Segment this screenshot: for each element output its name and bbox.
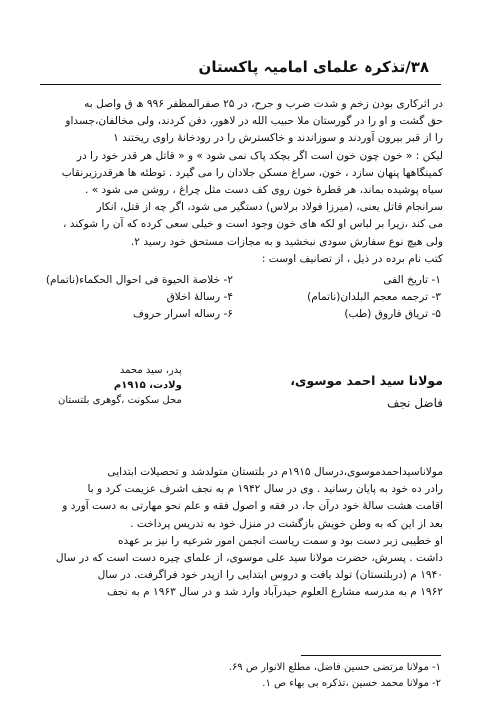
text-line: کتب نام برده در ذیل ، از تصانیف اوست : (261, 252, 443, 265)
work-item: ۵- تریاق فاروق (طب) (344, 308, 441, 320)
book-title: تذکرہ علمای امامیہ پاکستان (198, 58, 406, 76)
text-line: می کند ،زیرا بر لباس او لکه های خون وجود است و خیلی سعی کرده که آن را شوکند ، (63, 218, 443, 231)
footnote-2: ۲- مولانا محمد حسین ،تذکره بی بهاء ص ۱. (262, 678, 441, 689)
works-row (41, 306, 441, 323)
bio-father: پدر، سید محمد (119, 365, 182, 376)
footnote-1: ۱- مولانا مرتضی حسین فاضل، مطلع الانوار ص ۶۹. (228, 662, 441, 673)
running-header: ۳۸/تذکرہ علمای امامیہ پاکستان (198, 58, 429, 76)
works-row (41, 289, 441, 306)
text-line: سرانجام قاتل یعنی، (میرزا فولاد برلاس) دستگیر می شود، اگر چه از قتل، انکار (96, 201, 443, 214)
text-line: او خطیبی زبر دست بود و سمت ریاست انجمن امور شرعیه را نیز بر عهده (117, 534, 443, 547)
work-item: ۲- خلاصة الحیوة فی احوال الحکماء(ناتمام) (45, 274, 233, 286)
bio-born: ولادت، ۱۹۱۵م (113, 380, 182, 391)
person-title: فاضل نجف (387, 396, 443, 410)
person-name: مولانا سید احمد موسوی، (290, 373, 443, 388)
text-line: در اثرکاری بودن زخم و شدت ضرب و جرح، در ۲۵ صفرالمظفر ۹۹۶ ھ ق واصل به (84, 98, 443, 110)
bio-heading (290, 370, 443, 414)
text-line: داشت . پسرش، حضرت مولانا سید علی موسوی، از علمای چیره دست است که در سال (55, 552, 443, 565)
works-row (41, 272, 441, 289)
page-number: ۳۸ (410, 58, 429, 76)
work-item: ۴- رسالهٔ اخلاق (166, 291, 233, 303)
footnotes (229, 660, 441, 692)
works-list (41, 272, 441, 323)
text-line: را از قبر بیرون آوردند و سوزاندند و خاکسترش را در رودخانهٔ راوی ریختند ۱ (113, 132, 443, 145)
paragraph-2 (38, 464, 443, 602)
bio-details (58, 363, 182, 408)
text-line: سیاه پوشیده بماند، هر قطرهٔ خون روی کف دست مثل چراغ ، روشن می شود » . (84, 184, 443, 197)
text-line: اقامت هشت سالهٔ خود درآن جا، در فقه و اصول فقه و علم نحو مهارتی به دست آورد و (62, 500, 443, 513)
work-item: ۳- ترجمه معجم البلدان(ناتمام) (307, 291, 441, 303)
text-line: مولاناسیداحمدموسوی،درسال ۱۹۱۵م در بلتستان متولدشد و تحصیلات ابتدایی (107, 466, 443, 478)
text-line: ۱۹۶۲ م به مدرسه مشارع العلوم حیدرآباد وارد شد و در سال ۱۹۶۳ م به نجف (106, 586, 443, 599)
text-line: ۱۹۴۰ م (دربلتستان) تولد یافت و دروس ابتدایی را ازپدر خود فراگرفت. در سال (97, 569, 443, 582)
work-item: ۶- رساله اسرار حروف (133, 308, 233, 320)
text-line: حق گشت و او را در گورستان ملا حبیب الله در لاھور، دفن کردند، ولی مخالفان،جسداو (65, 115, 443, 128)
paragraph-1 (38, 96, 443, 268)
text-line: لیکن : « خون چون خون است اگر بچکد پاک نمی شود » و « قاتل هر قدر خود را در (76, 149, 443, 162)
text-line: کمینگاهها پنهان سازد ، خون، سراغ مسکن جلادان را می گیرد . توطئه ها هرقدرزیرنقاب (61, 166, 443, 179)
text-line: ولی هیچ نوع سفارش سودی نبخشید و به مجازات مستحق خود رسید ۲. (130, 235, 443, 248)
text-line: رادر ده خود به پایان رسانید . وی در سال ۱۹۴۲ م به نجف اشرف عزیمت کرد و با (87, 483, 443, 496)
header-rule (40, 84, 441, 85)
work-item: ۱- تاریخ الفی (383, 274, 441, 286)
text-line: بعد از این که به وطن خویش بازگشت در منزل خود به تدریس پرداخت . (130, 517, 443, 530)
bio-residence: محل سکونت ،گوهری بلتستان (58, 395, 182, 406)
footnote-rule (301, 655, 441, 656)
